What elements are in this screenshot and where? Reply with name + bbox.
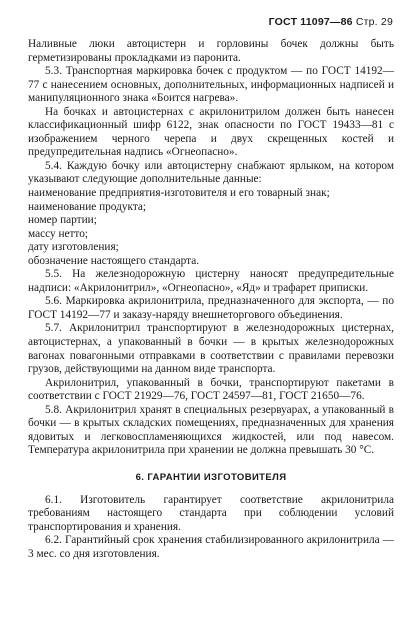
label-item-net-mass: массу нетто; <box>28 227 89 240</box>
paragraph-5-8: 5.8. Акрилонитрил хранят в специальных резервуарах, а упакованный в бочки — в крытых складских помещениях, предназначенных для хранения ядовитых и легковоспламеняющихся жидкостей, или под навесом. Температура акрилонитрила при хранении не должна превышать 30 °С. <box>28 403 394 457</box>
paragraph-classification: На бочках и автоцистернах с акрилонитрилом должен быть нанесен классификационный шифр 6122, знак опасности по ГОСТ 19433—81 с изображением черного черепа и двух скрещенных костей и предупредительная надпись «Огнеопасно». <box>28 105 394 159</box>
section-title: 6. ГАРАНТИИ ИЗГОТОВИТЕЛЯ <box>135 471 287 483</box>
paragraph-5-6: 5.6. Маркировка акрилонитрила, предназначенного для экспорта, — по ГОСТ 14192—77 и заказу-наряду внешнеторгового объединения. <box>28 295 394 321</box>
page-number: Стр. 29 <box>355 16 393 28</box>
standard-number: ГОСТ 11097—86 <box>268 16 353 28</box>
label-item-manufacturer: наименование предприятия-изготовителя и его товарный знак; <box>28 187 330 200</box>
page-header <box>269 16 393 28</box>
document-body <box>28 38 394 561</box>
paragraph-hatch-sealing: Наливные люки автоцистерн и горловины бочек должны быть герметизированы прокладками из паронита. <box>28 38 394 64</box>
paragraph-6-2: 6.2. Гарантийный срок хранения стабилизированного акрилонитрила — 3 мес. со дня изготовления. <box>28 534 394 560</box>
label-item-date: дату изготовления; <box>28 241 119 254</box>
label-item-standard: обозначение настоящего стандарта. <box>28 254 200 267</box>
paragraph-5-7: 5.7. Акрилонитрил транспортируют в железнодорожных цистернах, автоцистернах, а упакованный в бочки — в крытых железнодорожных вагонах повагонными отправками в соответствии с правилами перевозки грузов, действующими на данном виде транспорта. <box>28 322 394 376</box>
paragraph-5-3: 5.3. Транспортная маркировка бочек с продуктом — по ГОСТ 14192—77 с нанесением основных, дополнительных, информационных надписей и манипуляционного знака «Боится нагрева». <box>28 65 394 105</box>
paragraph-5-4: 5.4. Каждую бочку или автоцистерну снабжают ярлыком, на котором указывают следующие дополнительные данные: <box>28 159 394 186</box>
paragraph-5-5: 5.5. На железнодорожную цистерну наносят предупредительные надписи: «Акрилонитрил», «Огнеопасно», «Яд» и трафарет приписки. <box>28 268 394 294</box>
paragraph-6-1: 6.1. Изготовитель гарантирует соответствие акрилонитрила требованиям настоящего стандарта при соблюдении условий транспортирования и хранения. <box>28 493 394 533</box>
label-item-batch-number: номер партии; <box>28 214 97 227</box>
label-item-product-name: наименование продукта; <box>28 200 147 213</box>
paragraph-packaged-transport: Акрилонитрил, упакованный в бочки, транспортируют пакетами в соответствии с ГОСТ 21929—76, ГОСТ 24597—81, ГОСТ 21650—76. <box>28 376 394 403</box>
